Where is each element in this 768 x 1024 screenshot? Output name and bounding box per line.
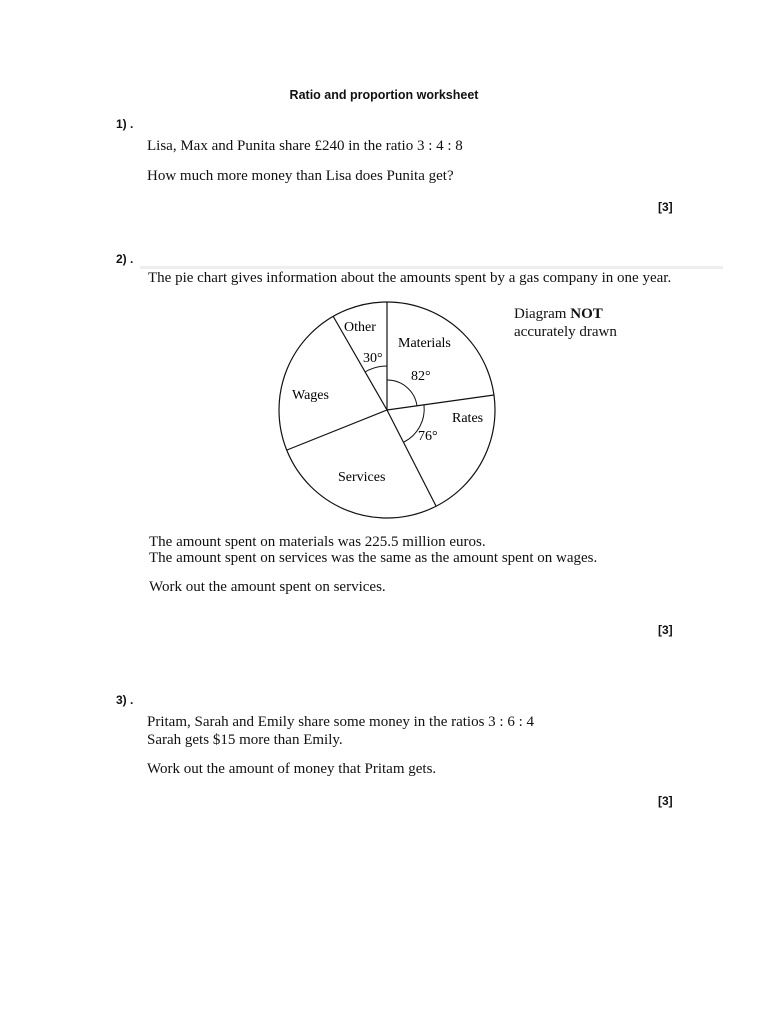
question-2-marks: [3] — [658, 623, 673, 637]
angle-label-76: 76° — [418, 429, 438, 444]
diagram-note-line-2: accurately drawn — [514, 324, 617, 340]
question-2-line-1: The amount spent on materials was 225.5 million euros. — [149, 534, 486, 550]
pie-boundary-services-wages — [287, 410, 387, 450]
slice-label-materials: Materials — [398, 336, 451, 351]
question-1-line-1: Lisa, Max and Punita share £240 in the ratio 3 : 4 : 8 — [147, 138, 463, 154]
angle-label-30: 30° — [363, 351, 383, 366]
angle-label-82: 82° — [411, 369, 431, 384]
question-3-number: 3) . — [116, 693, 134, 707]
question-2-line-2: The amount spent on services was the same as the amount spent on wages. — [149, 550, 598, 566]
question-2-line-3: Work out the amount spent on services. — [149, 579, 386, 595]
question-1-marks: [3] — [658, 200, 673, 214]
pie-boundary-materials-rates — [387, 395, 494, 410]
slice-label-rates: Rates — [452, 411, 484, 426]
question-3-marks: [3] — [658, 794, 673, 808]
worksheet-title: Ratio and proportion worksheet — [289, 88, 479, 102]
slice-label-wages: Wages — [292, 388, 329, 403]
question-3-line-2: Sarah gets $15 more than Emily. — [147, 732, 343, 748]
question-1-line-2: How much more money than Lisa does Punita get? — [147, 168, 454, 184]
diagram-note-line-1: Diagram NOT — [514, 306, 603, 322]
slice-label-services: Services — [338, 470, 386, 485]
pie-boundary-rates-services — [387, 410, 436, 506]
angle-arc-30 — [365, 366, 387, 372]
question-1-number: 1) . — [116, 117, 134, 131]
question-2-number: 2) . — [116, 252, 134, 266]
question-2-intro: The pie chart gives information about the amounts spent by a gas company in one year. — [148, 270, 672, 286]
question-3-line-3: Work out the amount of money that Pritam gets. — [147, 761, 437, 777]
slice-label-other: Other — [344, 320, 376, 335]
pie-chart — [270, 295, 510, 525]
question-3-line-1: Pritam, Sarah and Emily share some money in the ratios 3 : 6 : 4 — [147, 714, 535, 730]
question-2-divider — [140, 266, 723, 269]
